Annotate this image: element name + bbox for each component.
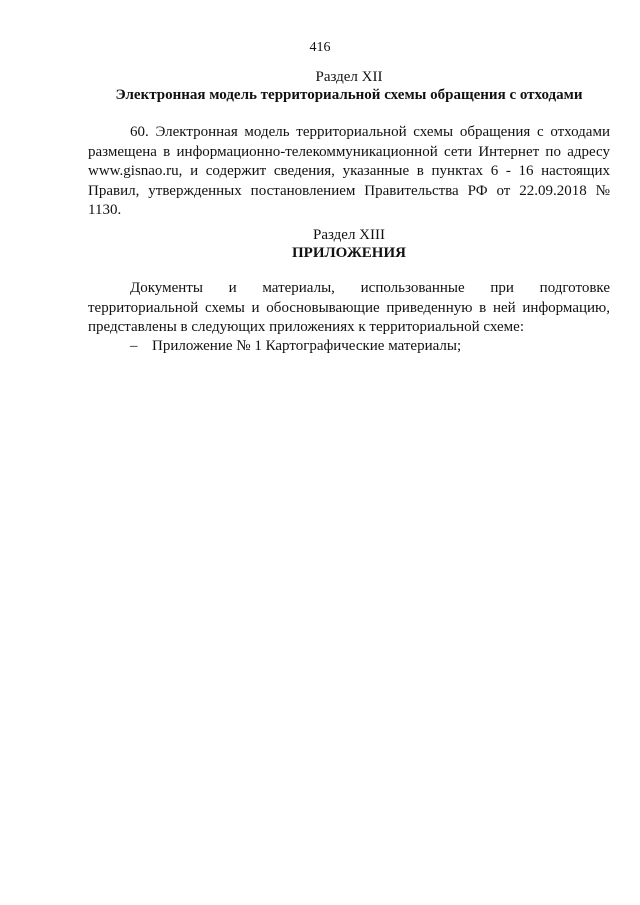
section-12-paragraph: 60. Электронная модель территориальной схемы обращения с отходами размещена в информационно-телекоммуникационной сети Интернет по адресу www.gisnao.ru, и содержит сведения, указанные в пунктах 6 - 16 настоящих Правил, утвержденных постановлением Правительства РФ от 22.09.2018 № 1130.	[88, 124, 610, 218]
section-13-title: ПРИЛОЖЕНИЯ	[292, 245, 406, 261]
section-13-label: Раздел XIII	[313, 227, 385, 243]
page-number: 416	[309, 40, 331, 55]
list-marker: –	[130, 338, 138, 354]
section-12-heading	[88, 68, 610, 104]
list-item	[130, 337, 610, 357]
list-item-text: Приложение № 1 Картографические материалы;	[152, 338, 462, 354]
section-13-paragraph: Документы и материалы, использованные при подготовке территориальной схемы и обосновывающие приведенную в ней информацию, представлены в следующих приложениях к территориальной схеме:	[88, 280, 610, 335]
section-12-title: Электронная модель территориальной схемы обращения с отходами	[115, 87, 583, 103]
section-12-label: Раздел XII	[315, 69, 383, 85]
section-13-heading	[88, 226, 610, 262]
